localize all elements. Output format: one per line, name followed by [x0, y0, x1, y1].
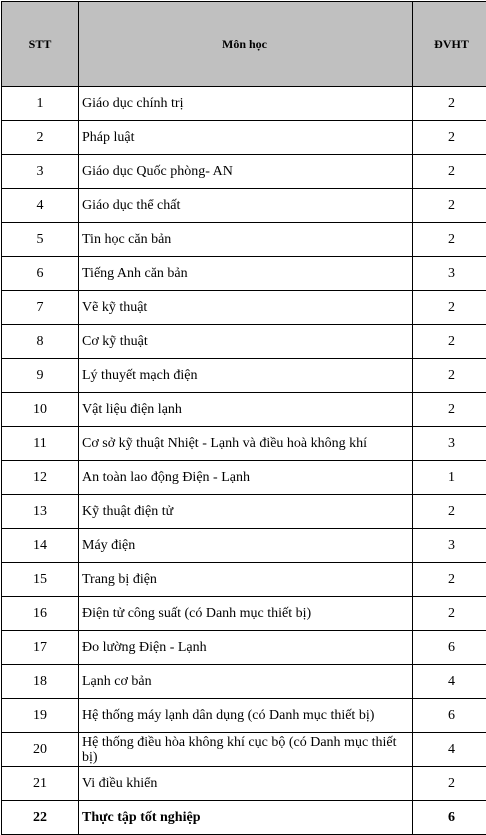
row-credits: 2 — [413, 155, 486, 189]
table-row — [2, 461, 486, 495]
row-subject: Lý thuyết mạch điện — [79, 359, 413, 393]
table-row — [2, 733, 486, 767]
header-credits: ĐVHT — [413, 2, 486, 87]
row-credits: 4 — [413, 665, 486, 699]
row-stt: 17 — [2, 631, 79, 665]
table-row — [2, 325, 486, 359]
row-credits: 4 — [413, 733, 486, 767]
row-subject: Hệ thống điều hòa không khí cục bộ (có Danh mục thiết bị) — [79, 733, 413, 767]
table-row — [2, 87, 486, 121]
header-subject: Môn học — [79, 2, 413, 87]
row-stt: 21 — [2, 767, 79, 801]
row-stt: 19 — [2, 699, 79, 733]
table-row — [2, 257, 486, 291]
row-subject: Tin học căn bản — [79, 223, 413, 257]
table-row — [2, 529, 486, 563]
table-header — [2, 2, 486, 87]
row-subject: Giáo dục thể chất — [79, 189, 413, 223]
row-credits: 2 — [413, 767, 486, 801]
row-stt: 1 — [2, 87, 79, 121]
row-stt: 11 — [2, 427, 79, 461]
row-subject: Thực tập tốt nghiệp — [79, 801, 413, 835]
row-subject: Vẽ kỹ thuật — [79, 291, 413, 325]
table-row — [2, 767, 486, 801]
row-stt: 14 — [2, 529, 79, 563]
row-subject: Vi điều khiển — [79, 767, 413, 801]
row-credits: 2 — [413, 563, 486, 597]
table-row — [2, 427, 486, 461]
table-row — [2, 801, 486, 835]
row-credits: 3 — [413, 257, 486, 291]
row-stt: 2 — [2, 121, 79, 155]
row-credits: 2 — [413, 393, 486, 427]
row-credits: 2 — [413, 325, 486, 359]
row-subject: Kỹ thuật điện tử — [79, 495, 413, 529]
row-stt: 12 — [2, 461, 79, 495]
row-subject: Giáo dục Quốc phòng- AN — [79, 155, 413, 189]
table-row — [2, 223, 486, 257]
row-credits: 6 — [413, 631, 486, 665]
row-stt: 10 — [2, 393, 79, 427]
row-credits: 3 — [413, 529, 486, 563]
row-stt: 18 — [2, 665, 79, 699]
header-row — [2, 2, 486, 87]
table-row — [2, 563, 486, 597]
row-credits: 2 — [413, 189, 486, 223]
row-subject: Vật liệu điện lạnh — [79, 393, 413, 427]
table-row — [2, 393, 486, 427]
row-subject: Máy điện — [79, 529, 413, 563]
row-stt: 16 — [2, 597, 79, 631]
header-stt: STT — [2, 2, 79, 87]
table-row — [2, 699, 486, 733]
table-row — [2, 631, 486, 665]
row-stt: 4 — [2, 189, 79, 223]
row-subject: Lạnh cơ bản — [79, 665, 413, 699]
row-subject: Cơ kỹ thuật — [79, 325, 413, 359]
table-body — [2, 87, 486, 835]
row-credits: 2 — [413, 495, 486, 529]
row-subject: Trang bị điện — [79, 563, 413, 597]
table-row — [2, 665, 486, 699]
row-subject: An toàn lao động Điện - Lạnh — [79, 461, 413, 495]
table-row — [2, 121, 486, 155]
row-credits: 2 — [413, 87, 486, 121]
row-stt: 15 — [2, 563, 79, 597]
row-subject: Pháp luật — [79, 121, 413, 155]
table-row — [2, 359, 486, 393]
curriculum-table — [1, 1, 486, 835]
row-stt: 6 — [2, 257, 79, 291]
row-subject: Đo lường Điện - Lạnh — [79, 631, 413, 665]
row-subject: Tiếng Anh căn bản — [79, 257, 413, 291]
row-credits: 6 — [413, 699, 486, 733]
table-row — [2, 291, 486, 325]
row-stt: 9 — [2, 359, 79, 393]
table-row — [2, 597, 486, 631]
row-credits: 2 — [413, 597, 486, 631]
row-credits: 2 — [413, 223, 486, 257]
row-subject: Điện tử công suất (có Danh mục thiết bị) — [79, 597, 413, 631]
row-stt: 8 — [2, 325, 79, 359]
row-credits: 2 — [413, 291, 486, 325]
row-stt: 5 — [2, 223, 79, 257]
row-subject: Giáo dục chính trị — [79, 87, 413, 121]
row-credits: 2 — [413, 121, 486, 155]
table-row — [2, 189, 486, 223]
row-credits: 2 — [413, 359, 486, 393]
row-credits: 3 — [413, 427, 486, 461]
table-row — [2, 155, 486, 189]
row-stt: 20 — [2, 733, 79, 767]
row-subject: Cơ sở kỹ thuật Nhiệt - Lạnh và điều hoà không khí — [79, 427, 413, 461]
table-row — [2, 495, 486, 529]
row-subject: Hệ thống máy lạnh dân dụng (có Danh mục thiết bị) — [79, 699, 413, 733]
row-stt: 3 — [2, 155, 79, 189]
row-stt: 13 — [2, 495, 79, 529]
row-credits: 1 — [413, 461, 486, 495]
row-stt: 7 — [2, 291, 79, 325]
row-credits: 6 — [413, 801, 486, 835]
row-stt: 22 — [2, 801, 79, 835]
